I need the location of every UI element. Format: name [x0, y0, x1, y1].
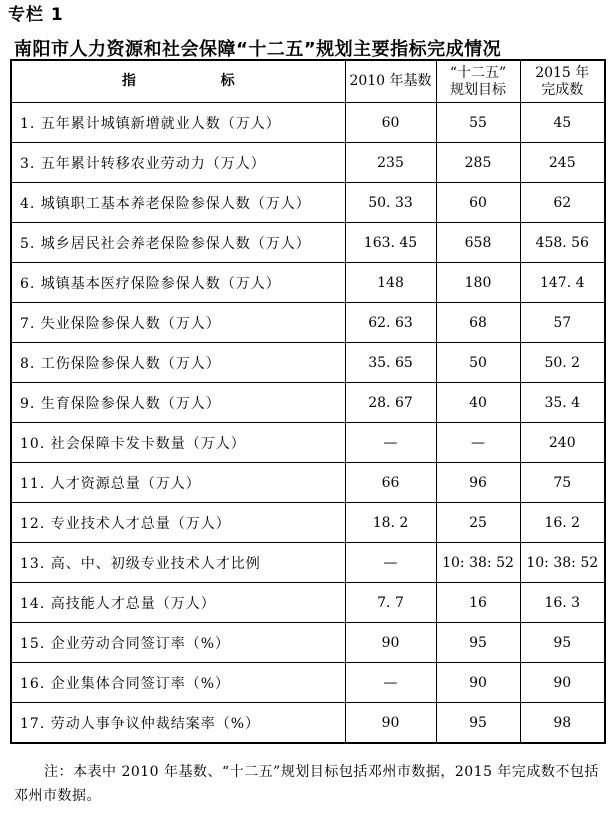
- done-2015-cell: 245: [520, 143, 605, 183]
- table-row: [11, 143, 605, 183]
- done-2015-cell: 95: [520, 623, 605, 663]
- base-2010-cell: 90: [345, 703, 436, 744]
- base-2010-cell: 66: [345, 463, 436, 503]
- target-cell: 40: [436, 383, 520, 423]
- table-row: [11, 623, 605, 663]
- done-2015-cell: 90: [520, 663, 605, 703]
- target-cell: 16: [436, 583, 520, 623]
- table-row: [11, 543, 605, 583]
- done-2015-cell: 98: [520, 703, 605, 744]
- target-cell: 50: [436, 343, 520, 383]
- done-2015-cell: 45: [520, 103, 605, 143]
- table-row: [11, 663, 605, 703]
- table-row: [11, 103, 605, 143]
- table-row: [11, 263, 605, 303]
- base-2010-cell: 28. 67: [345, 383, 436, 423]
- target-cell: 60: [436, 183, 520, 223]
- indicator-name-cell: 13. 高、中、初级专业技术人才比例: [11, 543, 345, 583]
- indicator-name-cell: 14. 高技能人才总量（万人）: [11, 583, 345, 623]
- indicator-name-cell: 5. 城乡居民社会养老保险参保人数（万人）: [11, 223, 345, 263]
- header-done-line1: 2015 年: [535, 64, 590, 81]
- indicator-name-cell: 11. 人才资源总量（万人）: [11, 463, 345, 503]
- table-row: [11, 463, 605, 503]
- indicator-name-cell: 9. 生育保险参保人数（万人）: [11, 383, 345, 423]
- indicator-name-cell: 8. 工伤保险参保人数（万人）: [11, 343, 345, 383]
- table-row: [11, 583, 605, 623]
- target-cell: 68: [436, 303, 520, 343]
- table-row: [11, 223, 605, 263]
- indicator-name-cell: 1. 五年累计城镇新增就业人数（万人）: [11, 103, 345, 143]
- base-2010-cell: 163. 45: [345, 223, 436, 263]
- base-2010-cell: 60: [345, 103, 436, 143]
- table-title: 南阳市人力资源和社会保障“十二五”规划主要指标完成情况: [14, 39, 502, 60]
- base-2010-cell: 62. 63: [345, 303, 436, 343]
- header-target-line1: “十二五”: [449, 64, 507, 81]
- header-base-2010: 2010 年基数: [345, 60, 436, 103]
- target-cell: 658: [436, 223, 520, 263]
- table-row: [11, 343, 605, 383]
- column-label: 专栏 1: [8, 5, 64, 25]
- base-2010-cell: —: [345, 423, 436, 463]
- done-2015-cell: 147. 4: [520, 263, 605, 303]
- table-row: [11, 703, 605, 744]
- base-2010-cell: —: [345, 543, 436, 583]
- table-note: 注：本表中 2010 年基数、“十二五”规划目标包括邓州市数据，2015 年完成数不包括邓州市数据。: [14, 764, 599, 804]
- base-2010-cell: 50. 33: [345, 183, 436, 223]
- target-cell: —: [436, 423, 520, 463]
- table-row: [11, 303, 605, 343]
- base-2010-cell: —: [345, 663, 436, 703]
- done-2015-cell: 16. 3: [520, 583, 605, 623]
- target-cell: 25: [436, 503, 520, 543]
- table-row: [11, 503, 605, 543]
- target-cell: 55: [436, 103, 520, 143]
- table-row: [11, 383, 605, 423]
- indicators-table: [10, 59, 606, 744]
- base-2010-cell: 90: [345, 623, 436, 663]
- target-cell: 285: [436, 143, 520, 183]
- base-2010-cell: 7. 7: [345, 583, 436, 623]
- base-2010-cell: 35. 65: [345, 343, 436, 383]
- target-cell: 90: [436, 663, 520, 703]
- header-indicator: 指 标: [11, 60, 345, 103]
- indicator-name-cell: 7. 失业保险参保人数（万人）: [11, 303, 345, 343]
- done-2015-cell: 240: [520, 423, 605, 463]
- done-2015-cell: 10: 38: 52: [520, 543, 605, 583]
- table-row: [11, 183, 605, 223]
- header-done-2015: [520, 60, 605, 103]
- table-row: [11, 423, 605, 463]
- target-cell: 180: [436, 263, 520, 303]
- indicator-name-cell: 6. 城镇基本医疗保险参保人数（万人）: [11, 263, 345, 303]
- indicator-name-cell: 16. 企业集体合同签订率（%）: [11, 663, 345, 703]
- done-2015-cell: 75: [520, 463, 605, 503]
- table-header-row: [11, 60, 605, 103]
- header-target-line2: 规划目标: [450, 81, 506, 98]
- base-2010-cell: 18. 2: [345, 503, 436, 543]
- target-cell: 95: [436, 623, 520, 663]
- target-cell: 96: [436, 463, 520, 503]
- done-2015-cell: 35. 4: [520, 383, 605, 423]
- indicator-name-cell: 4. 城镇职工基本养老保险参保人数（万人）: [11, 183, 345, 223]
- done-2015-cell: 62: [520, 183, 605, 223]
- header-target: [436, 60, 520, 103]
- indicator-name-cell: 12. 专业技术人才总量（万人）: [11, 503, 345, 543]
- indicator-name-cell: 3. 五年累计转移农业劳动力（万人）: [11, 143, 345, 183]
- indicator-name-cell: 15. 企业劳动合同签订率（%）: [11, 623, 345, 663]
- target-cell: 95: [436, 703, 520, 744]
- done-2015-cell: 16. 2: [520, 503, 605, 543]
- done-2015-cell: 57: [520, 303, 605, 343]
- base-2010-cell: 148: [345, 263, 436, 303]
- indicator-name-cell: 17. 劳动人事争议仲裁结案率（%）: [11, 703, 345, 744]
- base-2010-cell: 235: [345, 143, 436, 183]
- done-2015-cell: 458. 56: [520, 223, 605, 263]
- header-done-line2: 完成数: [541, 81, 584, 98]
- indicator-name-cell: 10. 社会保障卡发卡数量（万人）: [11, 423, 345, 463]
- target-cell: 10: 38: 52: [436, 543, 520, 583]
- done-2015-cell: 50. 2: [520, 343, 605, 383]
